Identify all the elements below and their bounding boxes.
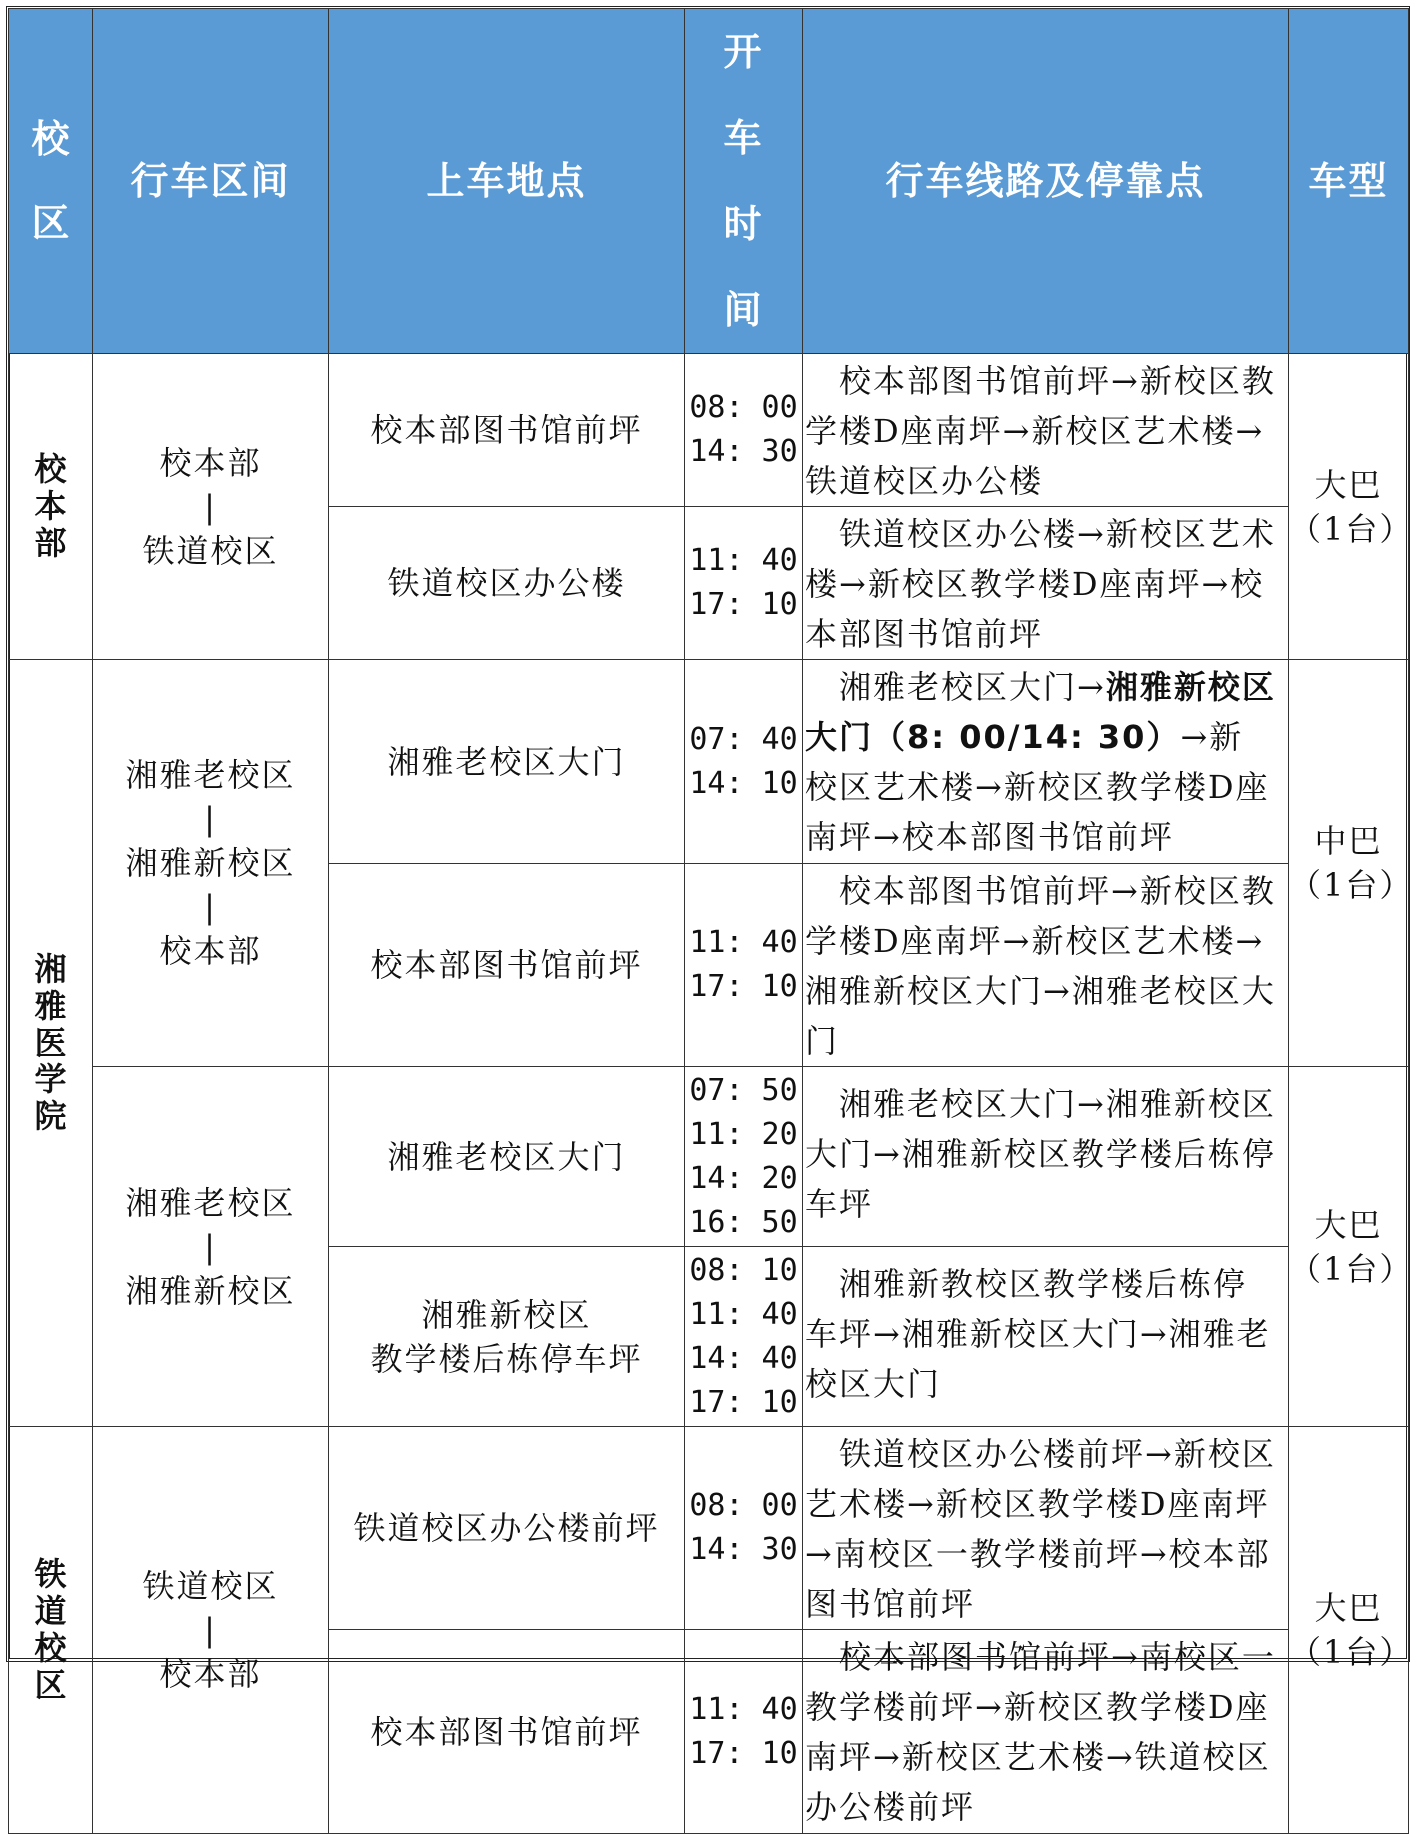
shuttle-schedule-table <box>8 8 1414 1834</box>
boarding-place: 铁道校区办公楼 <box>329 507 685 660</box>
departure-times: 08: 00 14: 30 <box>685 1427 803 1630</box>
route-text: 校本部图书馆前坪→南校区一教学楼前坪→新校区教学楼D座南坪→新校区艺术楼→铁道校区办公楼前坪 <box>803 1630 1289 1834</box>
section-cell: 校本部 | 铁道校区 <box>93 354 329 660</box>
table-row <box>9 354 1409 507</box>
header-boarding: 上车地点 <box>329 9 685 354</box>
departure-times: 07: 50 11: 20 14: 20 16: 50 <box>685 1067 803 1247</box>
header-time: 开车时间 <box>685 9 803 354</box>
table-row <box>9 1067 1409 1247</box>
section-cell: 湘雅老校区 | 湘雅新校区 | 校本部 <box>93 660 329 1067</box>
campus-cell: 湘雅医学院 <box>9 660 93 1427</box>
boarding-place: 湘雅新校区 教学楼后栋停车坪 <box>329 1247 685 1427</box>
bus-type: 大巴 （1台） <box>1289 1427 1409 1834</box>
header-campus: 校区 <box>9 9 93 354</box>
boarding-place: 校本部图书馆前坪 <box>329 864 685 1067</box>
campus-cell: 铁道校区 <box>9 1427 93 1834</box>
route-text: 湘雅新教校区教学楼后栋停车坪→湘雅新校区大门→湘雅老校区大门 <box>803 1247 1289 1427</box>
header-row <box>9 9 1409 354</box>
bus-type: 中巴 （1台） <box>1289 660 1409 1067</box>
boarding-place: 湘雅老校区大门 <box>329 1067 685 1247</box>
departure-times: 08: 00 14: 30 <box>685 354 803 507</box>
route-text: 湘雅老校区大门→湘雅新校区大门（8: 00/14: 30）→新校区艺术楼→新校区教学楼D座南坪→校本部图书馆前坪 <box>803 660 1289 864</box>
route-text: 校本部图书馆前坪→新校区教学楼D座南坪→新校区艺术楼→湘雅新校区大门→湘雅老校区大门 <box>803 864 1289 1067</box>
departure-times: 11: 40 17: 10 <box>685 864 803 1067</box>
table-row <box>9 660 1409 864</box>
section-cell: 湘雅老校区 | 湘雅新校区 <box>93 1067 329 1427</box>
boarding-place: 铁道校区办公楼前坪 <box>329 1427 685 1630</box>
header-route: 行车线路及停靠点 <box>803 9 1289 354</box>
boarding-place: 湘雅老校区大门 <box>329 660 685 864</box>
boarding-place: 校本部图书馆前坪 <box>329 1630 685 1834</box>
section-cell: 铁道校区 | 校本部 <box>93 1427 329 1834</box>
route-text: 铁道校区办公楼→新校区艺术楼→新校区教学楼D座南坪→校本部图书馆前坪 <box>803 507 1289 660</box>
route-text: 铁道校区办公楼前坪→新校区艺术楼→新校区教学楼D座南坪→南校区一教学楼前坪→校本部图书馆前坪 <box>803 1427 1289 1630</box>
departure-times: 08: 10 11: 40 14: 40 17: 10 <box>685 1247 803 1427</box>
table-row <box>9 1427 1409 1630</box>
departure-times: 07: 40 14: 10 <box>685 660 803 864</box>
route-highlight: 湘雅新校区大门（8: 00/14: 30） <box>805 668 1276 756</box>
route-text: 校本部图书馆前坪→新校区教学楼D座南坪→新校区艺术楼→铁道校区办公楼 <box>803 354 1289 507</box>
header-bus: 车型 <box>1289 9 1409 354</box>
route-text: 湘雅老校区大门→湘雅新校区大门→湘雅新校区教学楼后栋停车坪 <box>803 1067 1289 1247</box>
campus-cell: 校本部 <box>9 354 93 660</box>
bus-type: 大巴 （1台） <box>1289 354 1409 660</box>
bus-type: 大巴 （1台） <box>1289 1067 1409 1427</box>
departure-times: 11: 40 17: 10 <box>685 507 803 660</box>
header-section: 行车区间 <box>93 9 329 354</box>
boarding-place: 校本部图书馆前坪 <box>329 354 685 507</box>
departure-times: 11: 40 17: 10 <box>685 1630 803 1834</box>
